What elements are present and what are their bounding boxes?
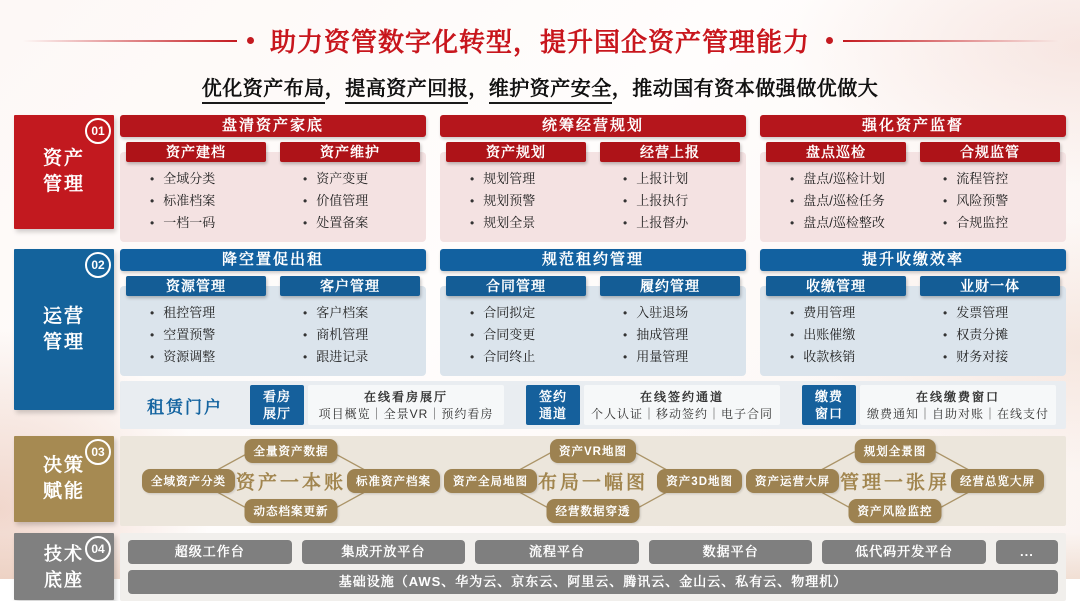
- title-decor-dot-right: [826, 37, 833, 44]
- page-subtitle: [14, 72, 1066, 101]
- band-operation-management: [14, 249, 1066, 429]
- cluster-pill: 资产全局地图: [444, 469, 537, 493]
- sub-header-row: [760, 142, 1066, 162]
- row-label-line: 赋能: [42, 481, 85, 502]
- list-item: • 费用管理: [790, 302, 913, 324]
- cluster-pill: 经营总览大屏: [951, 469, 1044, 493]
- list-item: • 流程管控: [943, 168, 1066, 190]
- subtitle-sep: ，: [324, 78, 346, 100]
- sub-header-row: [440, 276, 746, 296]
- list-item: • 商机管理: [303, 324, 426, 346]
- portal-group-signing: [526, 385, 780, 425]
- list-item: • 合同拟定: [470, 302, 593, 324]
- list-item: • 规划管理: [470, 168, 593, 190]
- portal-detail-features: 缴费通知｜自助对账｜在线支付: [866, 406, 1049, 421]
- list-item: • 合同变更: [470, 324, 593, 346]
- row-label-line: 管理: [42, 331, 85, 353]
- sub-header: 业财一体: [920, 276, 1060, 296]
- row-label-tech: [14, 533, 114, 600]
- sub-header: 盘点巡检: [766, 142, 906, 162]
- portal-group-payment: [802, 385, 1056, 425]
- platform-button: 流程平台: [475, 540, 639, 564]
- list-item: • 上报督办: [623, 212, 746, 234]
- sub-header: 资产建档: [126, 142, 266, 162]
- row-badge-02: 02: [85, 252, 111, 278]
- sub-header: 资产规划: [446, 142, 586, 162]
- cluster-pill: 资产风险监控: [849, 499, 942, 523]
- sub-header: 收缴管理: [766, 276, 906, 296]
- sub-header: 客户管理: [280, 276, 420, 296]
- column-header: 规范租约管理: [440, 249, 746, 271]
- feature-list: [440, 302, 593, 368]
- sub-header-row: [120, 142, 426, 162]
- tech-strip: [120, 533, 1066, 601]
- cluster-title: 资产一本账: [235, 472, 347, 494]
- cluster-pill: 全量资产数据: [245, 439, 338, 463]
- row-label-line: 资产: [42, 148, 85, 169]
- portal-detail-title: 在线看房展厅: [363, 389, 448, 404]
- band-tech-foundation: [14, 533, 1066, 601]
- operation-columns: [120, 249, 1066, 376]
- portal-groups: [250, 385, 1066, 425]
- column-header: 盘清资产家底: [120, 115, 426, 137]
- column-body: [760, 286, 1066, 376]
- portal-group-viewing: [250, 385, 504, 425]
- list-item: • 价值管理: [303, 190, 426, 212]
- sub-header-row: [120, 276, 426, 296]
- platform-button: 低代码开发平台: [822, 540, 986, 564]
- row-label-line: 决策: [42, 455, 85, 476]
- list-item: • 客户档案: [303, 302, 426, 324]
- row-label-line: 管理: [42, 174, 85, 195]
- list-item: • 盘点/巡检计划: [790, 168, 913, 190]
- portal-label: 租赁门户: [147, 397, 223, 417]
- decision-strip: [120, 436, 1066, 526]
- portal-detail-title: 在线缴费窗口: [915, 389, 1000, 404]
- title-decor-dot-left: [247, 37, 254, 44]
- portal-detail: [860, 385, 1056, 425]
- list-item: • 入驻退场: [623, 302, 746, 324]
- title-decor-line-right: [843, 40, 1058, 42]
- sub-header-row: [440, 142, 746, 162]
- portal-tag: [802, 385, 856, 425]
- portal-tag-line: 展厅: [262, 406, 291, 421]
- column-header: 强化资产监督: [760, 115, 1066, 137]
- feature-list: [273, 302, 426, 368]
- row-badge-01: 01: [85, 118, 111, 144]
- feature-list: [913, 302, 1066, 368]
- title-row: [14, 22, 1066, 59]
- list-item: • 盘点/巡检任务: [790, 190, 913, 212]
- page-title: 助力资管数字化转型，提升国企资产管理能力: [269, 27, 810, 57]
- asset-columns: [120, 115, 1066, 242]
- cluster-asset-ledger: [142, 439, 440, 523]
- feature-list: [760, 302, 913, 368]
- sub-header-row: [760, 276, 1066, 296]
- column-body: [120, 286, 426, 376]
- portal-detail-title: 在线签约通道: [639, 389, 724, 404]
- feature-list: [913, 168, 1066, 234]
- list-item: • 处置备案: [303, 212, 426, 234]
- column-operation-planning: [440, 115, 746, 242]
- column-body: [760, 152, 1066, 242]
- feature-list: [760, 168, 913, 234]
- column-body: [120, 152, 426, 242]
- portal-detail-features: 个人认证｜移动签约｜电子合同: [590, 406, 773, 421]
- row-label-asset: [14, 115, 114, 229]
- column-header: 提升收缴效率: [760, 249, 1066, 271]
- cluster-pill: 规划全景图: [855, 439, 936, 463]
- sub-header: 资产维护: [280, 142, 420, 162]
- list-item: • 全域分类: [150, 168, 273, 190]
- subtitle-sep: ，: [611, 78, 633, 100]
- row-badge-03: 03: [85, 439, 111, 465]
- cluster-pill: 资产运营大屏: [746, 469, 839, 493]
- row-label-line: 技术: [44, 543, 84, 564]
- row-label-line: 运营: [42, 305, 85, 327]
- list-item: • 标准档案: [150, 190, 273, 212]
- sub-header: 合同管理: [446, 276, 586, 296]
- list-item: • 权责分摊: [943, 324, 1066, 346]
- column-body: [440, 152, 746, 242]
- sub-header: 合规监管: [920, 142, 1060, 162]
- list-item: • 资源调整: [150, 346, 273, 368]
- cluster-title: 管理一张屏: [839, 472, 951, 494]
- list-item: • 上报计划: [623, 168, 746, 190]
- list-item: • 合规监控: [943, 212, 1066, 234]
- feature-list: [120, 168, 273, 234]
- column-header: 降空置促出租: [120, 249, 426, 271]
- list-item: • 财务对接: [943, 346, 1066, 368]
- list-item: • 合同终止: [470, 346, 593, 368]
- platform-button-more: ...: [996, 540, 1058, 564]
- cluster-pill: 资产3D地图: [657, 469, 742, 493]
- portal-tag: [250, 385, 304, 425]
- cluster-pill: 全域资产分类: [142, 469, 235, 493]
- portal-detail: [308, 385, 504, 425]
- column-header: 统筹经营规划: [440, 115, 746, 137]
- feature-list: [120, 302, 273, 368]
- list-item: • 用量管理: [623, 346, 746, 368]
- platform-row: [128, 540, 1058, 564]
- row-label-decision: [14, 436, 114, 522]
- subtitle-phrase: 推动国有资本做强做优做大: [632, 78, 879, 100]
- column-collection-efficiency: [760, 249, 1066, 376]
- subtitle-phrase: 维护资产安全: [489, 78, 612, 104]
- column-body: [440, 286, 746, 376]
- list-item: • 收款核销: [790, 346, 913, 368]
- feature-list: [593, 168, 746, 234]
- row-label-line: 底座: [44, 569, 84, 590]
- band-asset-management: [14, 115, 1066, 242]
- sub-header: 履约管理: [600, 276, 740, 296]
- portal-tag-line: 通道: [538, 406, 567, 421]
- list-item: • 出账催缴: [790, 324, 913, 346]
- platform-button: 超级工作台: [128, 540, 292, 564]
- feature-list: [440, 168, 593, 234]
- platform-button: 集成开放平台: [302, 540, 466, 564]
- list-item: • 规划预警: [470, 190, 593, 212]
- cluster-pill: 标准资产档案: [347, 469, 440, 493]
- band-decision-empowerment: [14, 436, 1066, 526]
- portal-detail: [584, 385, 780, 425]
- operation-content: [120, 249, 1066, 429]
- cluster-layout-map: [444, 439, 742, 523]
- list-item: • 一档一码: [150, 212, 273, 234]
- list-item: • 风险预警: [943, 190, 1066, 212]
- list-item: • 跟进记录: [303, 346, 426, 368]
- sub-header: 经营上报: [600, 142, 740, 162]
- portal-detail-features: 项目概览｜全景VR｜预约看房: [318, 406, 494, 421]
- cluster-title: 布局一幅图: [537, 472, 649, 494]
- list-item: • 空置预警: [150, 324, 273, 346]
- list-item: • 盘点/巡检整改: [790, 212, 913, 234]
- column-asset-supervision: [760, 115, 1066, 242]
- list-item: • 租控管理: [150, 302, 273, 324]
- cluster-management-screen: [746, 439, 1044, 523]
- column-asset-inventory: [120, 115, 426, 242]
- cluster-pill: 经营数据穿透: [547, 499, 640, 523]
- cluster-pill: 资产VR地图: [550, 439, 636, 463]
- portal-tag-line: 窗口: [814, 406, 843, 421]
- list-item: • 发票管理: [943, 302, 1066, 324]
- infrastructure-bar: 基础设施（AWS、华为云、京东云、阿里云、腾讯云、金山云、私有云、物理机）: [128, 570, 1058, 594]
- list-item: • 规划全景: [470, 212, 593, 234]
- platform-button: 数据平台: [649, 540, 813, 564]
- list-item: • 资产变更: [303, 168, 426, 190]
- row-label-operation: [14, 249, 114, 410]
- feature-list: [273, 168, 426, 234]
- subtitle-phrase: 优化资产布局: [202, 78, 325, 104]
- subtitle-sep: ，: [468, 78, 489, 100]
- cluster-pill: 动态档案更新: [245, 499, 338, 523]
- rental-portal-strip: [120, 381, 1066, 429]
- portal-tag-line: 看房: [262, 389, 291, 404]
- portal-tag: [526, 385, 580, 425]
- portal-tag-line: 签约: [538, 389, 567, 404]
- column-lease-management: [440, 249, 746, 376]
- feature-list: [593, 302, 746, 368]
- column-reduce-vacancy: [120, 249, 426, 376]
- row-badge-04: 04: [85, 536, 111, 562]
- list-item: • 抽成管理: [623, 324, 746, 346]
- list-item: • 上报执行: [623, 190, 746, 212]
- title-decor-line-left: [22, 40, 237, 42]
- subtitle-phrase: 提高资产回报: [345, 78, 468, 104]
- portal-tag-line: 缴费: [814, 389, 843, 404]
- sub-header: 资源管理: [126, 276, 266, 296]
